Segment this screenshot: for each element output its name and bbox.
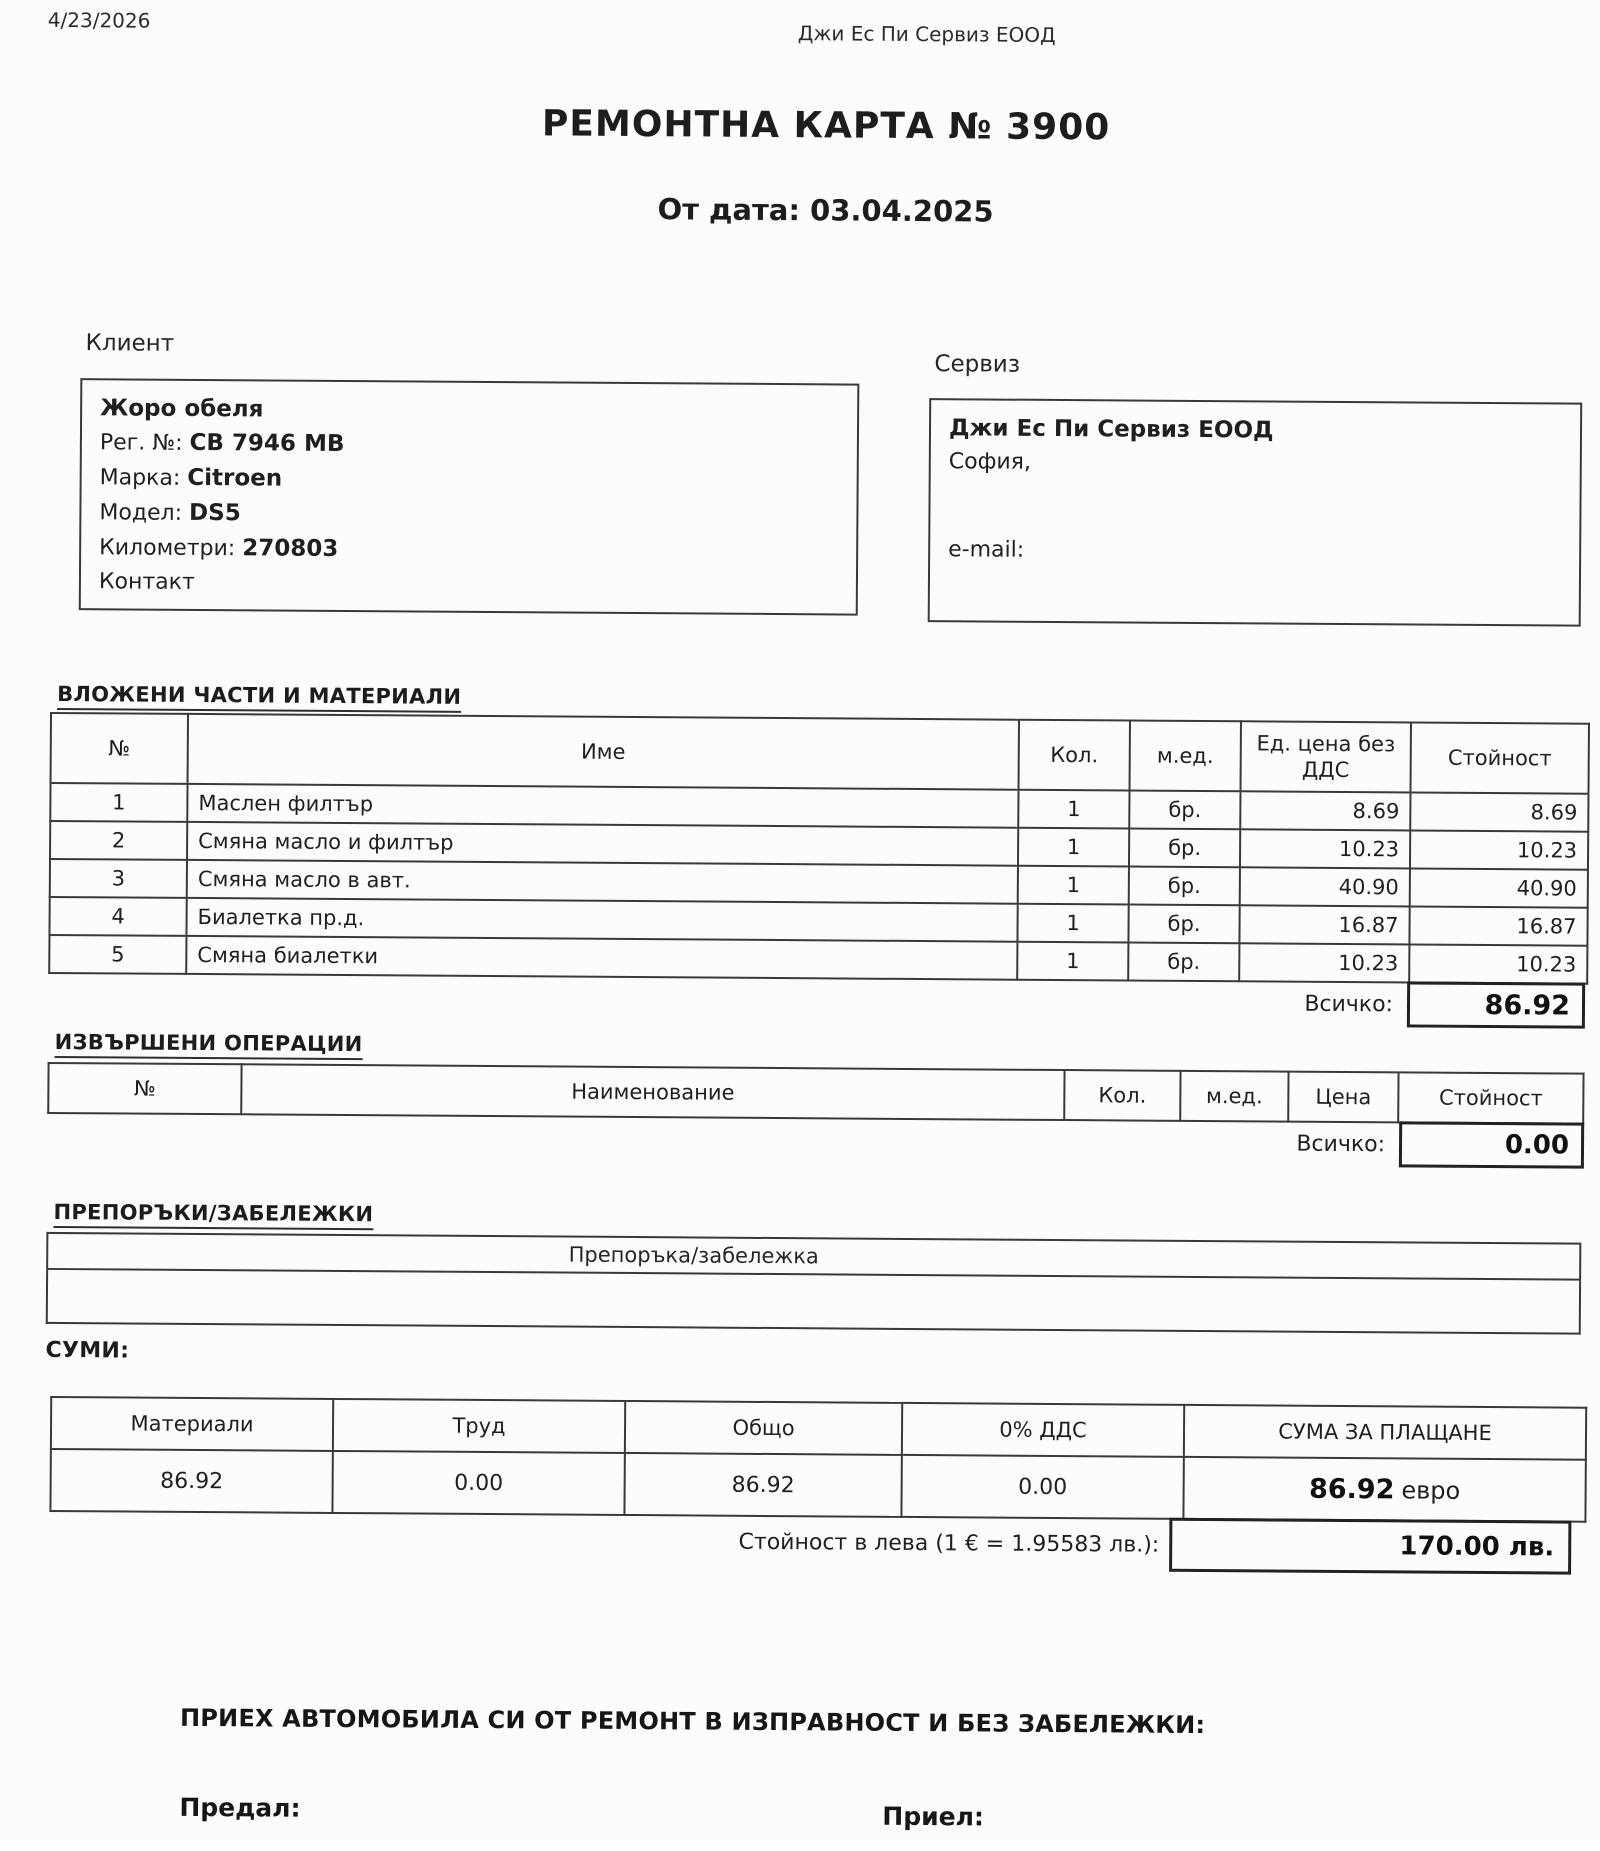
part-no: 2 bbox=[50, 821, 187, 860]
operations-table bbox=[47, 1062, 1584, 1125]
part-qty: 1 bbox=[1018, 828, 1129, 867]
parts-col-price: Ед. цена без ДДС bbox=[1241, 721, 1411, 792]
leva-label: Стойност в лева (1 € = 1.95583 лв.): bbox=[738, 1529, 1160, 1558]
ops-col-unit: м.ед. bbox=[1180, 1071, 1288, 1122]
client-brand-label: Марка: bbox=[99, 465, 181, 491]
part-unit: бр. bbox=[1129, 828, 1240, 867]
ops-col-name: Наименование bbox=[241, 1064, 1064, 1120]
notes-section-title: ПРЕПОРЪКИ/ЗАБЕЛЕЖКИ bbox=[53, 1200, 373, 1230]
sums-col-labor: Труд bbox=[333, 1399, 625, 1453]
service-section-label: Сервиз bbox=[934, 351, 1021, 378]
part-value: 40.90 bbox=[1410, 868, 1588, 907]
ops-col-price: Цена bbox=[1288, 1072, 1398, 1123]
part-no: 3 bbox=[50, 859, 187, 898]
parts-col-value: Стойност bbox=[1411, 722, 1589, 793]
notes-header: Препоръка/забележка bbox=[46, 1232, 1581, 1281]
service-email-label: e-mail: bbox=[948, 537, 1025, 563]
operations-total-value: 0.00 bbox=[1399, 1121, 1584, 1168]
client-name: Жоро обеля bbox=[100, 395, 264, 423]
client-section-label: Клиент bbox=[85, 330, 175, 357]
part-qty: 1 bbox=[1017, 904, 1128, 943]
client-km-label: Километри: bbox=[99, 535, 236, 562]
part-name: Смяна биалетки bbox=[186, 936, 1017, 980]
part-name: Смяна масло в авт. bbox=[187, 860, 1018, 904]
payment-currency: евро bbox=[1401, 1475, 1461, 1505]
leva-conversion-row bbox=[44, 1510, 1584, 1575]
client-info-box bbox=[79, 378, 860, 615]
part-price: 16.87 bbox=[1239, 905, 1409, 944]
sums-col-vat: 0% ДДС bbox=[902, 1403, 1184, 1457]
sums-payment-cell bbox=[1183, 1457, 1585, 1522]
client-model-value: DS5 bbox=[189, 499, 241, 527]
sums-materials-value: 86.92 bbox=[50, 1449, 332, 1513]
client-model-line bbox=[99, 495, 838, 535]
page-title: РЕМОНТНА КАРТА № 3900 bbox=[541, 103, 1111, 149]
received-by-label: Приел: bbox=[882, 1801, 985, 1832]
part-qty: 1 bbox=[1017, 942, 1128, 981]
part-price: 10.23 bbox=[1240, 829, 1410, 868]
operations-table-header-row bbox=[48, 1063, 1583, 1124]
part-price: 40.90 bbox=[1240, 867, 1410, 906]
service-info-box bbox=[928, 398, 1583, 627]
sums-vat-value: 0.00 bbox=[901, 1455, 1183, 1519]
parts-total-label: Всичко: bbox=[1304, 991, 1394, 1017]
part-unit: бр. bbox=[1129, 790, 1240, 829]
part-no: 1 bbox=[50, 783, 187, 822]
parts-col-qty: Кол. bbox=[1019, 720, 1130, 791]
part-value: 10.23 bbox=[1410, 830, 1588, 869]
client-reg-line bbox=[100, 425, 839, 465]
part-qty: 1 bbox=[1018, 790, 1129, 829]
part-value: 10.23 bbox=[1409, 944, 1587, 983]
parts-section-title: ВЛОЖЕНИ ЧАСТИ И МАТЕРИАЛИ bbox=[57, 682, 461, 713]
print-header-date: 4/23/2026 bbox=[47, 7, 151, 33]
client-model-label: Модел: bbox=[99, 500, 183, 526]
client-km-value: 270803 bbox=[242, 535, 339, 562]
notes-box bbox=[46, 1232, 1582, 1335]
print-header-title: Джи Ес Пи Сервиз ЕООД bbox=[797, 21, 1056, 47]
leva-value: 170.00 лв. bbox=[1169, 1518, 1571, 1575]
part-name: Смяна масло и филтър bbox=[187, 822, 1018, 866]
part-name: Маслен филтър bbox=[187, 784, 1018, 828]
parts-col-no: № bbox=[51, 713, 188, 784]
sums-table bbox=[49, 1396, 1587, 1523]
client-reg-value: СВ 7946 МВ bbox=[189, 429, 345, 457]
client-reg-label: Рег. №: bbox=[99, 430, 183, 456]
client-contact-label: Контакт bbox=[98, 569, 195, 595]
ops-col-value: Стойност bbox=[1398, 1072, 1583, 1123]
handed-by-label: Предал: bbox=[179, 1792, 301, 1823]
part-unit: бр. bbox=[1129, 866, 1240, 905]
client-km-line bbox=[99, 530, 838, 570]
ops-col-qty: Кол. bbox=[1064, 1070, 1180, 1121]
document-date: От дата: 03.04.2025 bbox=[657, 192, 994, 229]
ops-col-no: № bbox=[48, 1063, 241, 1114]
operations-total-label: Всичко: bbox=[1296, 1131, 1386, 1157]
service-city: София, bbox=[948, 449, 1032, 475]
parts-col-name: Име bbox=[188, 714, 1019, 790]
parts-table bbox=[48, 712, 1590, 985]
part-price: 8.69 bbox=[1240, 791, 1410, 830]
parts-table-header-row bbox=[51, 713, 1589, 794]
operations-total-row bbox=[1122, 1119, 1584, 1168]
service-name: Джи Ес Пи Сервиз ЕООД bbox=[948, 415, 1274, 444]
operations-section-title: ИЗВЪРШЕНИ ОПЕРАЦИИ bbox=[55, 1030, 363, 1060]
sums-labor-value: 0.00 bbox=[332, 1451, 624, 1515]
part-no: 4 bbox=[49, 897, 186, 936]
sums-section-title: СУМИ: bbox=[45, 1337, 130, 1364]
part-name: Биалетка пр.д. bbox=[186, 898, 1017, 942]
part-value: 16.87 bbox=[1409, 906, 1587, 945]
part-no: 5 bbox=[49, 935, 186, 974]
acceptance-statement: ПРИЕХ АВТОМОБИЛА СИ ОТ РЕМОНТ В ИЗПРАВНОСТ И БЕЗ ЗАБЕЛЕЖКИ: bbox=[179, 1703, 1206, 1740]
parts-total-row bbox=[1123, 979, 1585, 1028]
part-price: 10.23 bbox=[1239, 943, 1409, 982]
client-brand-value: Citroen bbox=[187, 464, 283, 492]
part-unit: бр. bbox=[1128, 942, 1239, 981]
part-value: 8.69 bbox=[1410, 792, 1588, 831]
sums-col-materials: Материали bbox=[51, 1397, 333, 1451]
part-unit: бр. bbox=[1128, 904, 1239, 943]
client-brand-line bbox=[100, 460, 839, 500]
sums-col-total: Общо bbox=[625, 1401, 902, 1455]
part-qty: 1 bbox=[1018, 866, 1129, 905]
sums-total-value: 86.92 bbox=[624, 1453, 901, 1517]
notes-empty-row bbox=[46, 1270, 1581, 1335]
parts-col-unit: м.ед. bbox=[1130, 720, 1241, 791]
payment-amount: 86.92 bbox=[1308, 1473, 1395, 1505]
parts-total-value: 86.92 bbox=[1407, 981, 1585, 1028]
sums-col-payment: СУМА ЗА ПЛАЩАНЕ bbox=[1184, 1405, 1586, 1460]
